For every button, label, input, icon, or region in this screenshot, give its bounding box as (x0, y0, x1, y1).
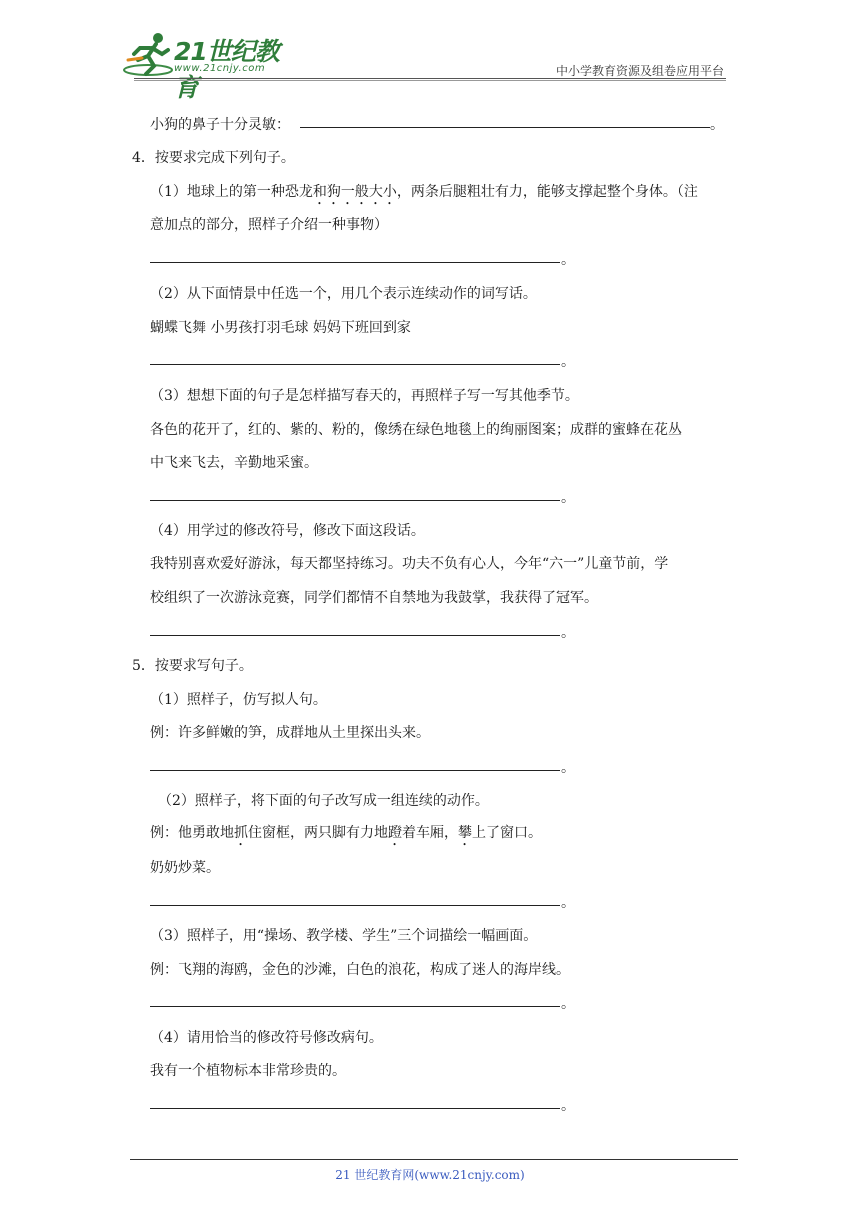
q4-part1-text-line2: 意加点的部分，照样子介绍一种事物） (150, 217, 388, 233)
q5-part1-example: 例：许多鲜嫩的笋，成群地从土里探出头来。 (150, 725, 430, 741)
emphasis-text: 抓 (234, 825, 248, 841)
emphasis-text: 蹬 (388, 825, 402, 841)
period: 。 (710, 117, 724, 133)
emphasis-text: 攀 (458, 825, 472, 841)
example-text-d: 上了窗口。 (472, 825, 542, 841)
period: 。 (561, 1098, 575, 1114)
answer-line[interactable] (150, 635, 560, 636)
top-line-prompt: 小狗的鼻子十分灵敏： (150, 117, 290, 133)
q4-part3-text: （3）想想下面的句子是怎样描写春天的，再照样子写一写其他季节。 (150, 388, 579, 404)
period: 。 (561, 760, 575, 776)
q5-part2-text: （2）照样子，将下面的句子改写成一组连续的动作。 (158, 793, 489, 809)
answer-line[interactable] (150, 1006, 560, 1007)
question-4-title: 4．按要求完成下列句子。 (132, 150, 295, 166)
footer-link[interactable]: 21 世纪教育网(www.21cnjy.com) (335, 1168, 525, 1182)
q5-part4-text: （4）请用恰当的修改符号修改病句。 (150, 1030, 383, 1046)
q4-part3-example-line2: 中飞来飞去，辛勤地采蜜。 (150, 455, 318, 471)
q4-part2-text: （2）从下面情景中任选一个，用几个表示连续动作的词写话。 (150, 286, 537, 302)
q4-part3-example-line1: 各色的花开了，红的、紫的、粉的，像绣在绿色地毯上的绚丽图案；成群的蜜蜂在花丛 (150, 422, 682, 438)
site-logo (122, 30, 292, 102)
q4-part1-text-b: ，两条后腿粗壮有力，能够支撑起整个身体。（注 (396, 184, 698, 200)
q5-part2-task: 奶奶炒菜。 (150, 860, 220, 876)
answer-line[interactable] (300, 127, 710, 128)
answer-line[interactable] (150, 364, 560, 365)
platform-title: 中小学教育资源及组卷应用平台 (555, 64, 724, 78)
period: 。 (561, 490, 575, 506)
period: 。 (561, 625, 575, 641)
period: 。 (561, 252, 575, 268)
q4-part4-passage-line2: 校组织了一次游泳竞赛，同学们都情不自禁地为我鼓掌，我获得了冠军。 (150, 590, 598, 606)
logo-url: www.21cnjy.com (174, 63, 266, 74)
q5-part3-example: 例：飞翔的海鸥，金色的沙滩，白色的浪花，构成了迷人的海岸线。 (150, 962, 570, 978)
example-text-c: 着车厢， (402, 825, 458, 841)
period: 。 (561, 895, 575, 911)
example-text-a: 例：他勇敢地 (150, 825, 234, 841)
answer-line[interactable] (150, 905, 560, 906)
header-divider (134, 78, 726, 79)
example-text-b: 住窗框，两只脚有力地 (248, 825, 388, 841)
q5-part1-text: （1）照样子，仿写拟人句。 (150, 692, 327, 708)
q5-part3-text: （3）照样子，用“操场、教学楼、学生”三个词描绘一幅画面。 (150, 928, 538, 944)
header-divider-secondary (134, 80, 726, 81)
answer-line[interactable] (150, 262, 560, 263)
q5-part2-example (150, 822, 542, 849)
answer-line[interactable] (150, 1108, 560, 1109)
emphasis-text: 和狗一般大小 (312, 184, 397, 200)
answer-line[interactable] (150, 500, 560, 501)
period: 。 (561, 996, 575, 1012)
q4-part1-text (150, 181, 698, 208)
logo-text: 21世纪教育 (174, 37, 279, 102)
q4-part4-text: （4）用学过的修改符号，修改下面这段话。 (150, 523, 425, 539)
footer-divider (130, 1159, 738, 1160)
q4-part2-options: 蝴蝶飞舞 小男孩打羽毛球 妈妈下班回到家 (150, 320, 411, 336)
q4-part4-passage-line1: 我特别喜欢爱好游泳，每天都坚持练习。功夫不负有心人，今年“六一”儿童节前，学 (150, 556, 669, 572)
answer-line[interactable] (150, 770, 560, 771)
period: 。 (561, 354, 575, 370)
running-man-icon (122, 30, 174, 78)
question-5-title: 5．按要求写句子。 (132, 658, 253, 674)
q5-part4-sentence: 我有一个植物标本非常珍贵的。 (150, 1063, 346, 1079)
q4-part1-text-a: （1）地球上的第一种恐龙 (150, 184, 313, 200)
